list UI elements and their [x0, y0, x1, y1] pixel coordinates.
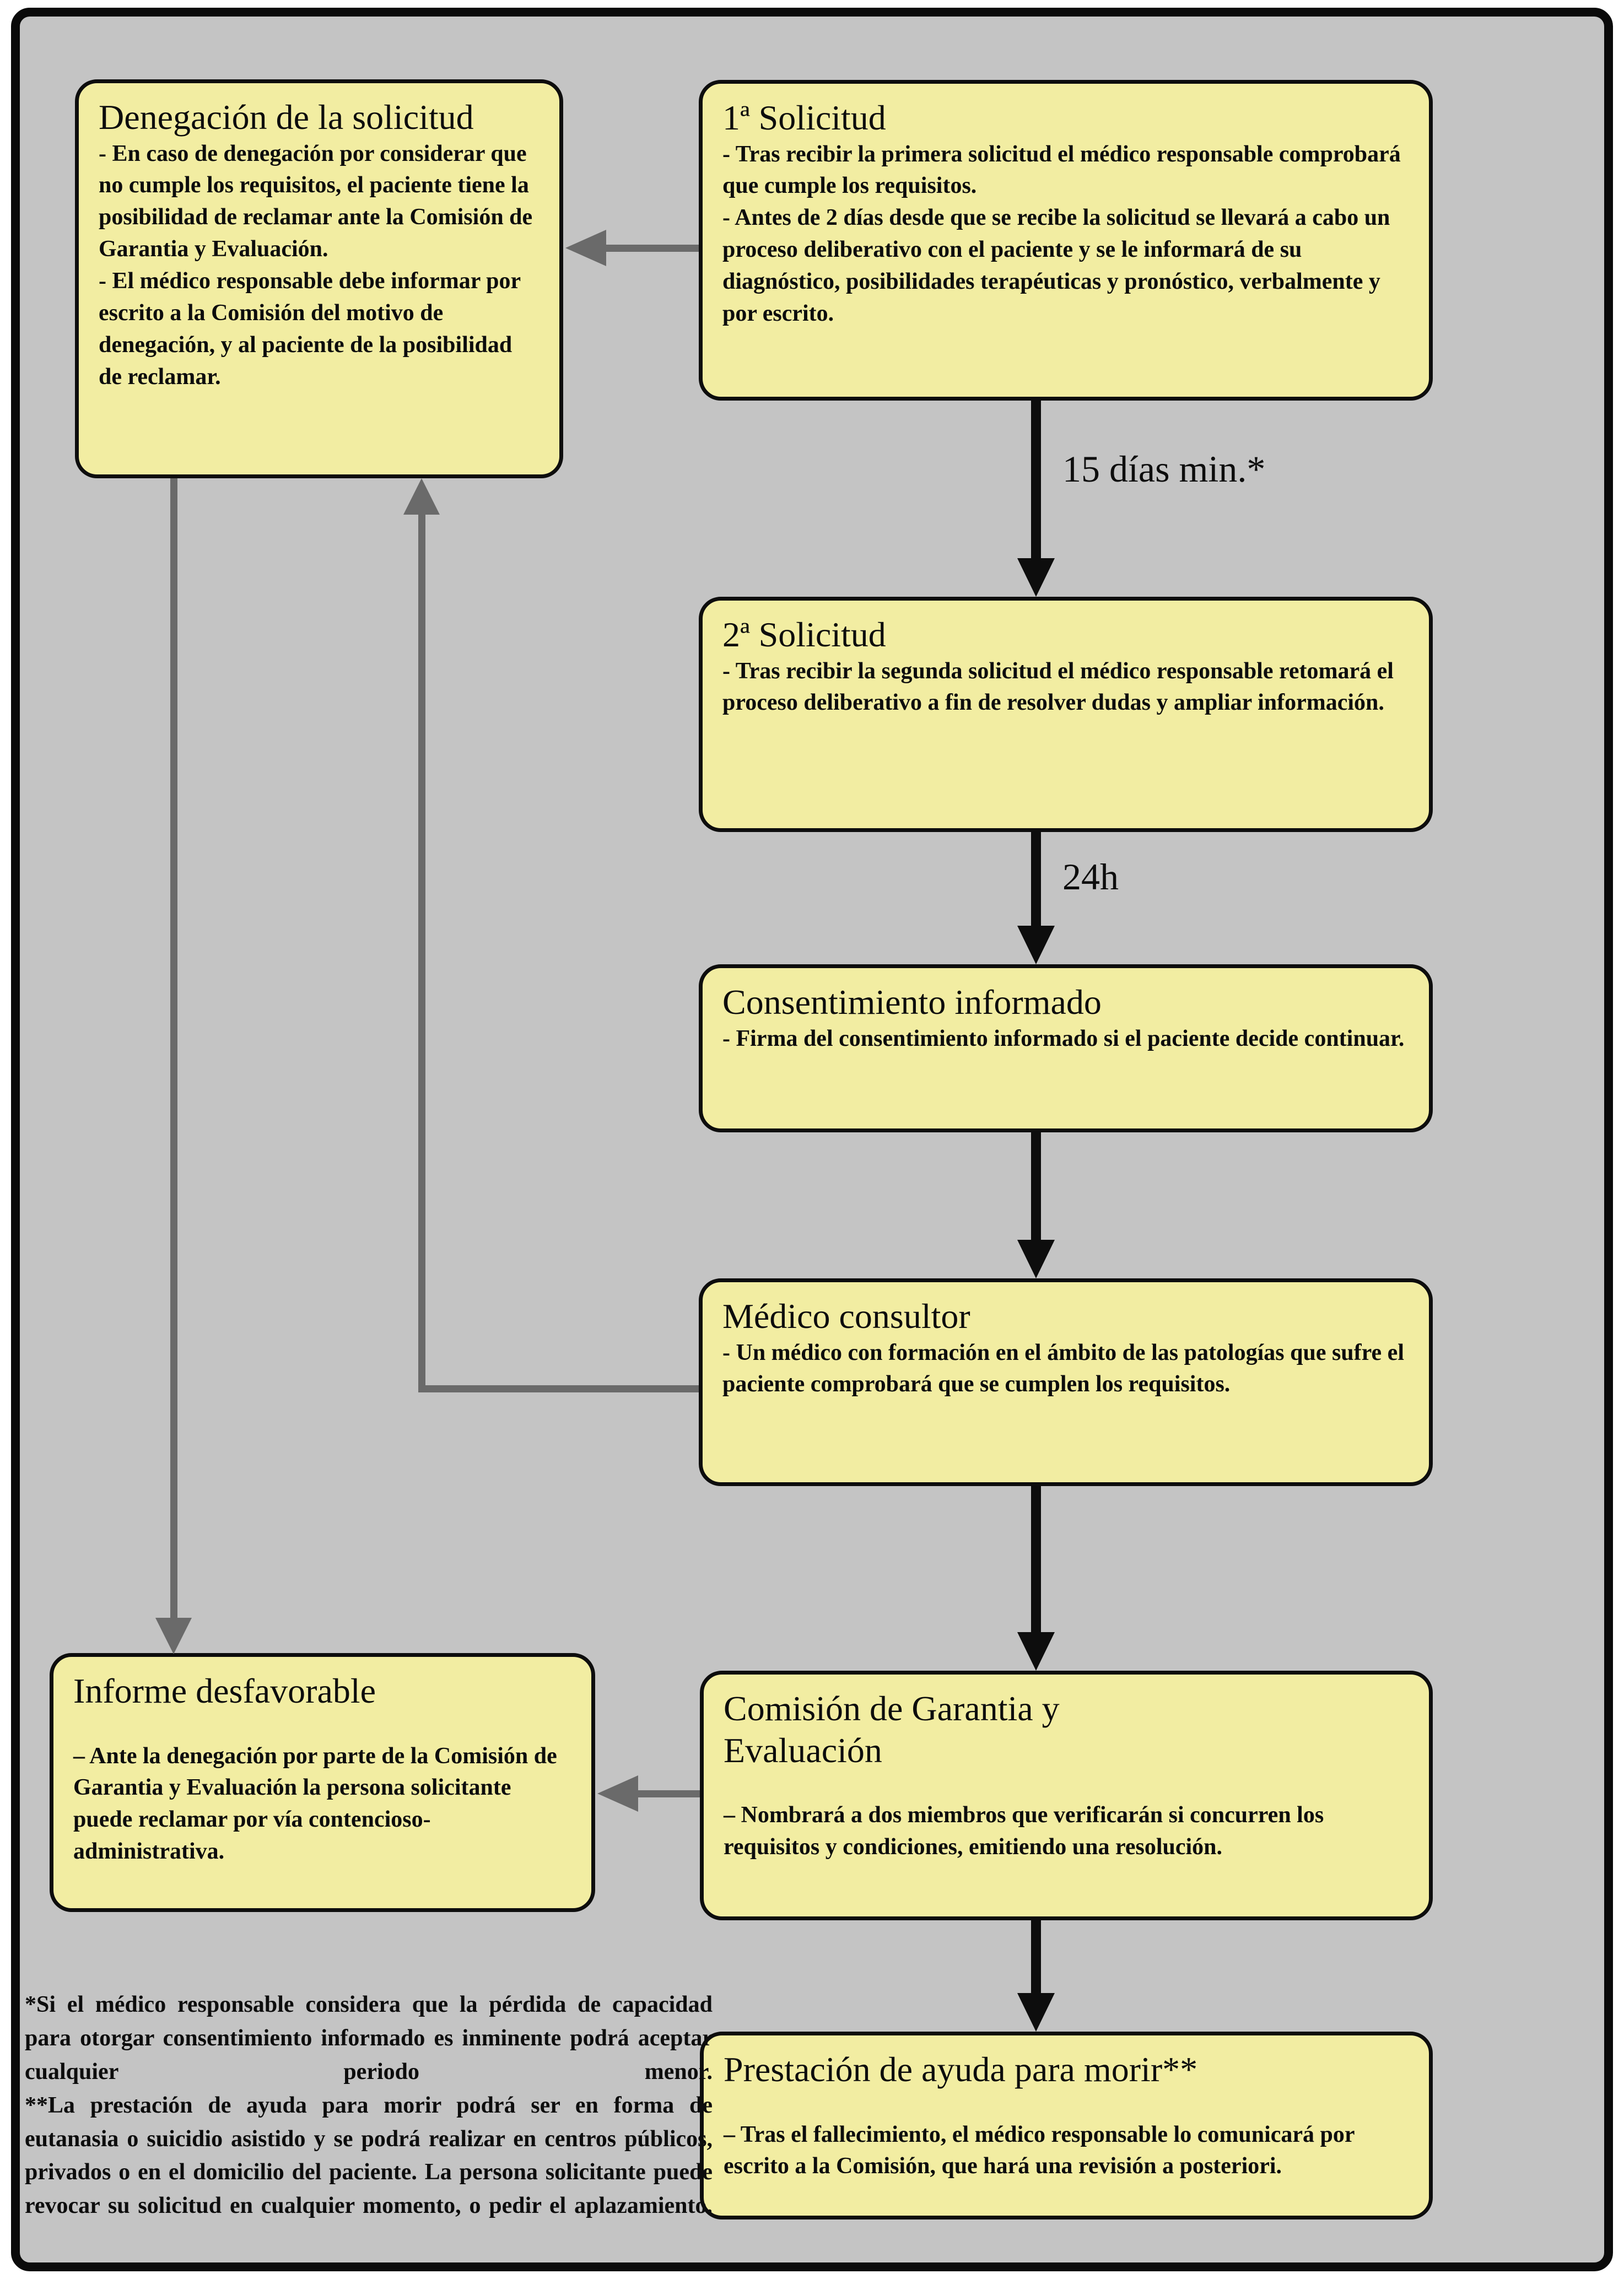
footnote-text: *Si el médico responsable considera que la pérdida de capacidad para otorgar consentimiento informado es inminente podrá aceptar cualquier periodo menor. **La prestación de ayuda para morir podrá ser en forma de eutanasia o suicidio asistido y se podrá realizar en centros públicos, privados o en el domicilio del paciente. La persona solicitante puede revocar su solicitud en cualquier momento, o pedir el aplazamiento.	[25, 1992, 713, 2219]
arrow-sol1-to-denegacion-shaft	[601, 245, 699, 252]
arrow-consentimiento-to-medico-head	[1017, 1240, 1055, 1278]
arrow-medico-to-denegacion-head	[403, 478, 440, 515]
arrow-sol1-to-sol2-head	[1017, 558, 1055, 597]
node-denegacion-title: Denegación de la solicitud	[99, 98, 474, 137]
arrow-comision-to-prestacion-shaft	[1031, 1920, 1041, 1995]
node-primera-solicitud	[699, 80, 1433, 401]
arrow-comision-to-informe-head	[597, 1775, 638, 1812]
arrow-medico-to-comision-shaft	[1031, 1486, 1041, 1635]
arrow-medico-to-denegacion-horizontal-shaft	[418, 1385, 699, 1392]
arrow-medico-to-denegacion-vertical-shaft	[418, 511, 425, 1392]
node-segunda-solicitud	[699, 597, 1433, 832]
arrow-sol2-to-consentimiento-head	[1017, 926, 1055, 964]
arrow-consentimiento-to-medico-shaft	[1031, 1132, 1041, 1243]
arrow-sol2-to-consentimiento-shaft	[1031, 832, 1041, 930]
node-informe-body: – Ante la denegación por parte de la Comisión de Garantia y Evaluación la persona solicitante puede reclamar por vía contencioso-administrativa.	[73, 1743, 557, 1865]
arrow-denegacion-to-informe-head	[155, 1618, 192, 1654]
node-prestacion-body: – Tras el fallecimiento, el médico responsable lo comunicará por escrito a la Comisión, que hará una revisión a posteriori.	[724, 2121, 1355, 2179]
node-primera-solicitud-body: - Tras recibir la primera solicitud el médico responsable comprobará que cumple los requisitos. - Antes de 2 días desde que se recibe la solicitud se llevará a cabo un proceso deliberativo con el paciente y se le informará de su diagnóstico, posibilidades terapéuticas y pronóstico, verbalmente y por escrito.	[722, 141, 1401, 327]
arrow-sol1-to-sol2-label: 15 días min.*	[1062, 448, 1266, 490]
arrow-denegacion-to-informe-shaft	[170, 478, 177, 1620]
arrow-sol2-to-consentimiento-label: 24h	[1062, 856, 1119, 898]
node-medico-consultor-title: Médico consultor	[722, 1297, 970, 1336]
arrow-comision-to-prestacion-head	[1017, 1993, 1055, 2032]
node-informe-desfavorable	[50, 1653, 595, 1912]
node-comision-body: – Nombrará a dos miembros que verificarán si concurren los requisitos y condiciones, emitiendo una resolución.	[724, 1802, 1324, 1860]
node-consentimiento-title: Consentimiento informado	[722, 982, 1102, 1022]
node-segunda-solicitud-title: 2ª Solicitud	[722, 615, 886, 654]
arrow-sol1-to-denegacion-head	[565, 230, 606, 266]
node-consentimiento-informado	[699, 964, 1433, 1132]
node-consentimiento-body: - Firma del consentimiento informado si el paciente decide continuar.	[722, 1025, 1405, 1051]
arrow-comision-to-informe-shaft	[633, 1790, 700, 1797]
node-prestacion-ayuda-morir	[700, 2032, 1433, 2219]
node-prestacion-title: Prestación de ayuda para morir**	[724, 2050, 1198, 2089]
arrow-medico-to-comision-head	[1017, 1632, 1055, 1671]
node-comision-title: Comisión de Garantia y Evaluación	[724, 1689, 1060, 1770]
node-segunda-solicitud-body: - Tras recibir la segunda solicitud el médico responsable retomará el proceso deliberativo a fin de resolver dudas y ampliar información.	[722, 658, 1394, 716]
node-medico-consultor-body: - Un médico con formación en el ámbito de las patologías que sufre el paciente comprobará que se cumplen los requisitos.	[722, 1340, 1404, 1397]
node-denegacion-solicitud	[75, 79, 563, 478]
node-informe-title: Informe desfavorable	[73, 1671, 376, 1710]
node-primera-solicitud-title: 1ª Solicitud	[722, 98, 886, 137]
node-comision-garantia-evaluacion	[700, 1671, 1433, 1920]
arrow-sol1-to-sol2-shaft	[1031, 401, 1041, 564]
node-medico-consultor	[699, 1278, 1433, 1486]
node-denegacion-body: - En caso de denegación por considerar que no cumple los requisitos, el paciente tiene la posibilidad de reclamar ante la Comisión de Garantia y Evaluación. - El médico responsable debe informar por escrito a la Comisión del motivo de denegación, y al paciente de la posibilidad de reclamar.	[99, 141, 533, 390]
